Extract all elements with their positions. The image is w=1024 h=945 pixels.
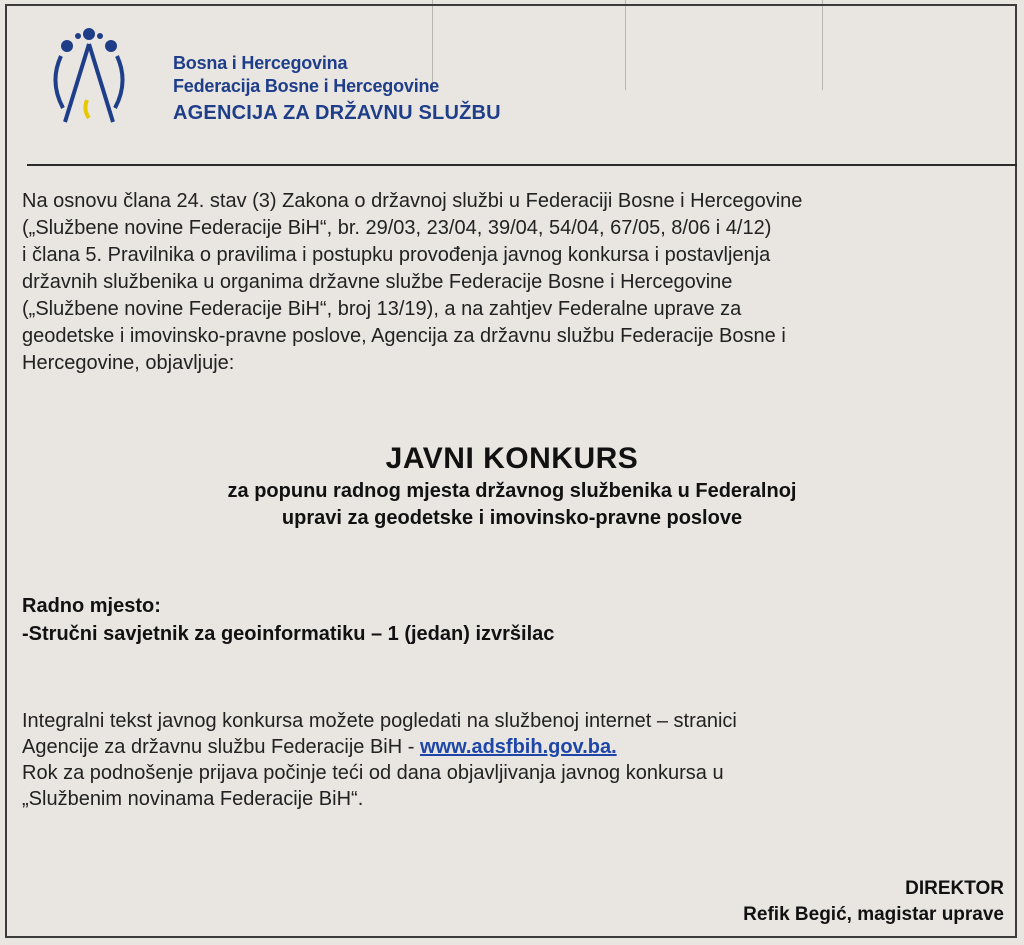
text-line: Na osnovu člana 24. stav (3) Zakona o državnoj službi u Federaciji Bosne i Hercegovine bbox=[22, 190, 803, 212]
text-line: geodetske i imovinsko-pravne poslove, Agencija za državnu službu Federacije Bosne i bbox=[22, 325, 786, 347]
signatory-role: DIREKTOR bbox=[905, 878, 1004, 899]
text-line: i člana 5. Pravilnika o pravilima i postupku provođenja javnog konkursa i postavljenja bbox=[22, 244, 771, 266]
agency-logo-icon bbox=[47, 22, 131, 132]
subtitle-line: za popunu radnog mjesta državnog službenika u Federalnoj bbox=[227, 480, 797, 502]
text-span: Agencije za državnu službu Federacije BiH - bbox=[22, 736, 420, 758]
signature-block bbox=[743, 876, 1004, 928]
header-divider bbox=[27, 164, 1017, 166]
legal-basis-paragraph bbox=[22, 188, 1002, 377]
info-paragraph bbox=[22, 708, 1002, 812]
federation-name: Federacija Bosne i Hercegovine bbox=[173, 76, 440, 96]
announcement-title: JAVNI KONKURS bbox=[385, 442, 639, 475]
signatory-name: Refik Begić, magistar uprave bbox=[743, 904, 1004, 925]
position-label: Radno mjesto: bbox=[22, 595, 161, 617]
subtitle-line: upravi za geodetske i imovinsko-pravne poslove bbox=[281, 507, 743, 529]
agency-name bbox=[173, 52, 501, 128]
agency-header bbox=[47, 22, 501, 142]
position-item: -Stručni savjetnik za geoinformatiku – 1 (jedan) izvršilac bbox=[22, 623, 555, 645]
country-name: Bosna i Hercegovina bbox=[173, 53, 348, 73]
text-line: „Službenim novinama Federacije BiH“. bbox=[22, 788, 364, 810]
text-line: („Službene novine Federacije BiH“, br. 29/03, 23/04, 39/04, 54/04, 67/05, 8/06 i 4/12) bbox=[22, 217, 772, 239]
text-line: („Službene novine Federacije BiH“, broj 13/19), a na zahtjev Federalne uprave za bbox=[22, 298, 742, 320]
agency-title: AGENCIJA ZA DRŽAVNU SLUŽBU bbox=[173, 102, 501, 124]
text-line: Hercegovine, objavljuje: bbox=[22, 352, 235, 374]
text-line: Integralni tekst javnog konkursa možete pogledati na službenoj internet – stranici bbox=[22, 710, 737, 732]
announcement-subtitle bbox=[0, 478, 1024, 532]
text-line bbox=[22, 734, 1002, 760]
text-line: državnih službenika u organima državne službe Federacije Bosne i Hercegovine bbox=[22, 271, 733, 293]
website-link[interactable]: www.adsfbih.gov.ba. bbox=[419, 736, 617, 758]
text-line: Rok za podnošenje prijava počinje teći od dana objavljivanja javnog konkursa u bbox=[22, 762, 724, 784]
job-position-block bbox=[22, 592, 1002, 648]
